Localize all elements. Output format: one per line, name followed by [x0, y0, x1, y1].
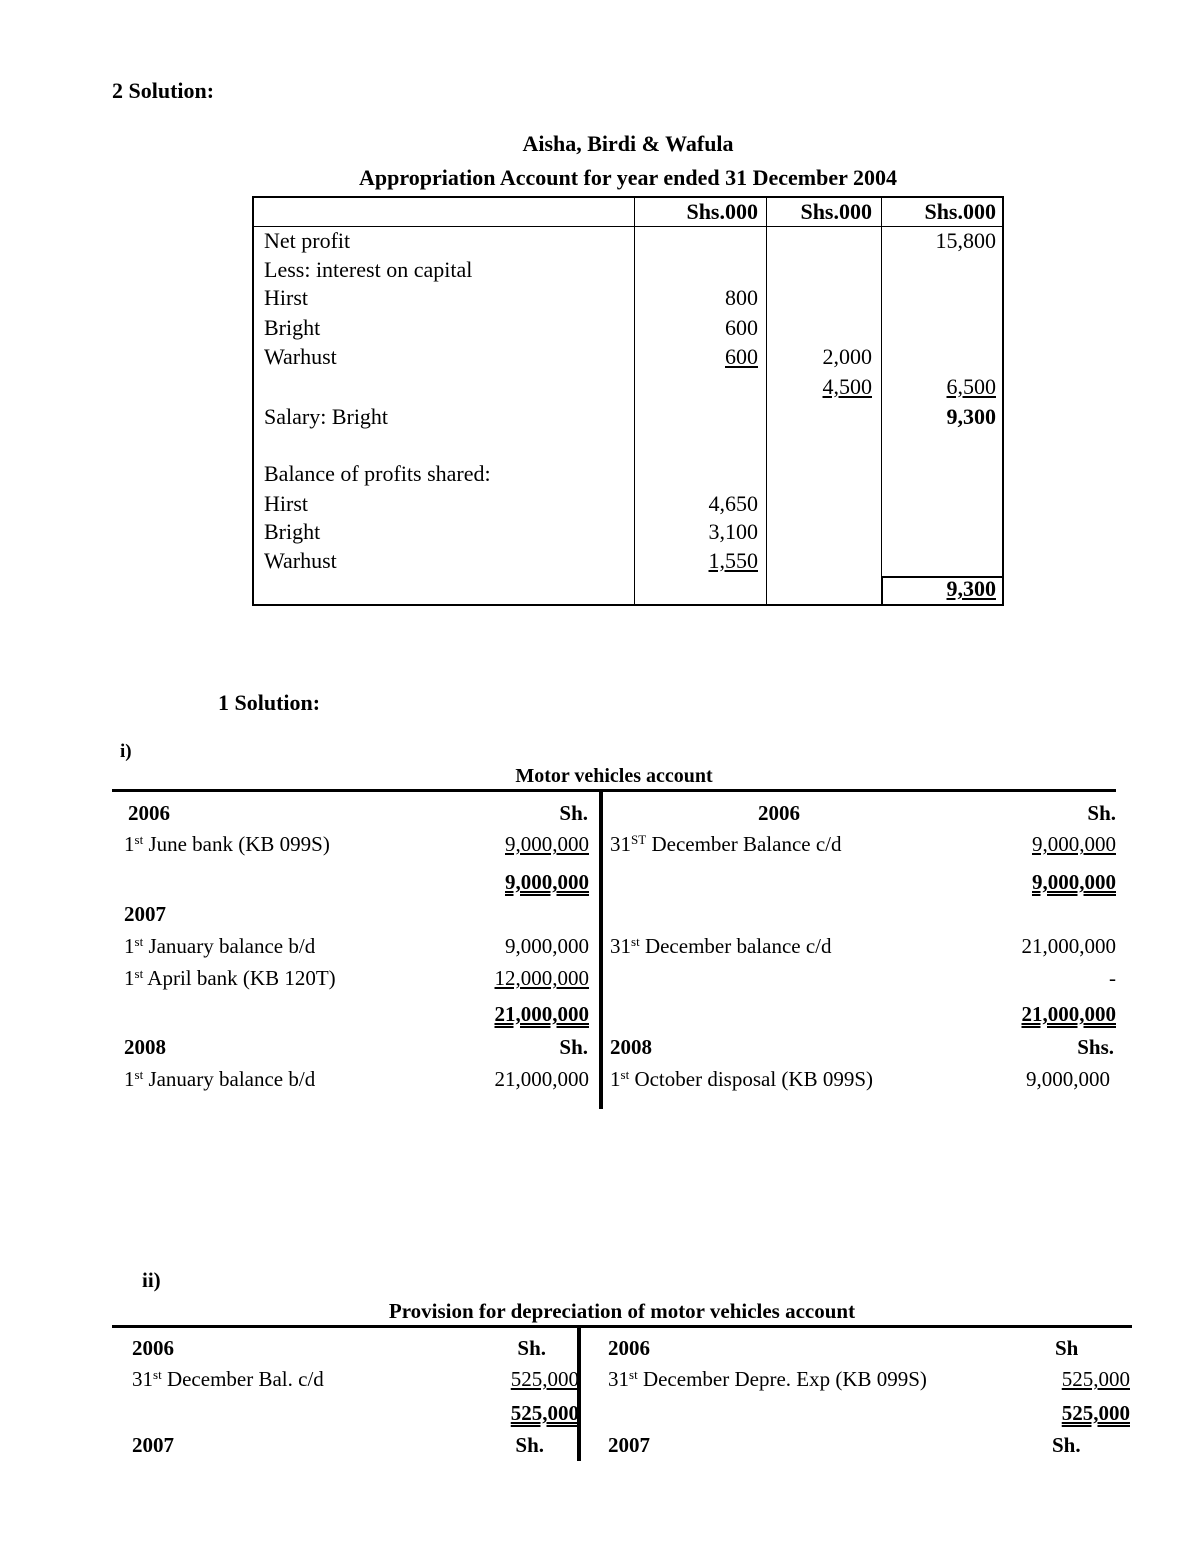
year-label: 2008: [124, 1035, 166, 1059]
entry-amount: 525,000: [1061, 1367, 1130, 1391]
currency-label: Sh.: [1087, 801, 1116, 825]
cell-value: 9,300: [946, 576, 996, 601]
entry-amount: 12,000,000: [494, 966, 589, 990]
entry-description: 31st December Depre. Exp (KB 099S): [608, 1366, 927, 1391]
section-heading-1: 1 Solution:: [218, 690, 321, 715]
entry-description: 31st December Bal. c/d: [132, 1366, 324, 1391]
cell-value: 6,500: [946, 374, 996, 399]
total-amount: 525,000: [1061, 1401, 1130, 1425]
entry-description: 1st January balance b/d: [124, 1066, 316, 1091]
year-label: 2006: [758, 801, 800, 825]
year-label: 2006: [608, 1336, 650, 1360]
year-label: 2006: [132, 1336, 174, 1360]
cell-value: 4,500: [822, 374, 872, 399]
cell-value: 15,800: [935, 228, 996, 253]
cell-value: 800: [725, 285, 758, 310]
total-amount: 9,000,000: [1032, 870, 1116, 894]
currency-label: Shs.: [1077, 1035, 1114, 1059]
entry-description: 1st June bank (KB 099S): [124, 831, 330, 856]
entry-amount: 9,000,000: [505, 832, 589, 856]
cell-value: 600: [725, 315, 758, 340]
total-amount: 525,000: [510, 1401, 579, 1425]
row-label: Salary: Bright: [264, 404, 389, 429]
entry-description: 31st December balance c/d: [610, 933, 832, 958]
year-label: 2007: [124, 902, 166, 926]
entry-amount: 525,000: [510, 1367, 579, 1391]
t-account-top-rule: [112, 1325, 1132, 1328]
entry-description: 1st October disposal (KB 099S): [610, 1066, 873, 1091]
row-label: Hirst: [264, 491, 308, 516]
cell-value: 3,100: [708, 519, 758, 544]
entry-amount: 9,000,000: [1032, 832, 1116, 856]
total-amount: 9,000,000: [505, 870, 589, 894]
row-label: Less: interest on capital: [264, 257, 473, 282]
row-label: Balance of profits shared:: [264, 461, 491, 486]
firm-name: Aisha, Birdi & Wafula: [522, 131, 734, 156]
entry-description: 31ST December Balance c/d: [610, 831, 842, 856]
currency-label: Sh.: [559, 801, 588, 825]
t-account-top-rule: [112, 789, 1116, 792]
year-label: 2008: [610, 1035, 652, 1059]
currency-label: Sh.: [515, 1433, 544, 1457]
currency-label: Sh.: [559, 1035, 588, 1059]
column-header: Shs.000: [800, 199, 872, 224]
currency-label: Sh.: [517, 1336, 546, 1360]
row-label: Warhust: [264, 548, 337, 573]
total-amount: 21,000,000: [494, 1002, 589, 1026]
currency-label: Sh.: [1052, 1433, 1081, 1457]
cell-value: 600: [725, 344, 758, 369]
row-label: Hirst: [264, 285, 308, 310]
t-account-divider: [577, 1325, 581, 1461]
t-account-divider: [599, 789, 603, 1109]
cell-value: 1,550: [708, 548, 758, 573]
part-label-i: i): [120, 741, 132, 762]
year-label: 2006: [128, 801, 170, 825]
cell-value: 2,000: [822, 344, 872, 369]
row-label: Bright: [264, 315, 321, 340]
row-label: Warhust: [264, 344, 337, 369]
currency-label: Sh: [1055, 1336, 1079, 1360]
year-label: 2007: [132, 1433, 174, 1457]
part-label-ii: ii): [142, 1268, 161, 1292]
entry-description: 1st April bank (KB 120T): [124, 965, 336, 990]
column-header: Shs.000: [686, 199, 758, 224]
cell-value: 9,300: [946, 404, 996, 429]
entry-amount: -: [1109, 966, 1116, 990]
section-heading-2: 2 Solution:: [112, 78, 215, 103]
row-label: Net profit: [264, 228, 351, 253]
appropriation-table: [252, 196, 1004, 606]
motor-vehicles-title: Motor vehicles account: [515, 765, 713, 787]
appropriation-title: Appropriation Account for year ended 31 December 2004: [359, 165, 897, 190]
entry-amount: 21,000,000: [494, 1067, 589, 1091]
entry-amount: 21,000,000: [1021, 934, 1116, 958]
entry-description: 1st January balance b/d: [124, 933, 316, 958]
total-amount: 21,000,000: [1021, 1002, 1116, 1026]
provision-depreciation-title: Provision for depreciation of motor vehicles account: [388, 1299, 856, 1323]
year-label: 2007: [608, 1433, 650, 1457]
row-label: Bright: [264, 519, 321, 544]
entry-amount: 9,000,000: [1026, 1067, 1110, 1091]
column-header: Shs.000: [924, 199, 996, 224]
entry-amount: 9,000,000: [505, 934, 589, 958]
cell-value: 4,650: [708, 491, 758, 516]
